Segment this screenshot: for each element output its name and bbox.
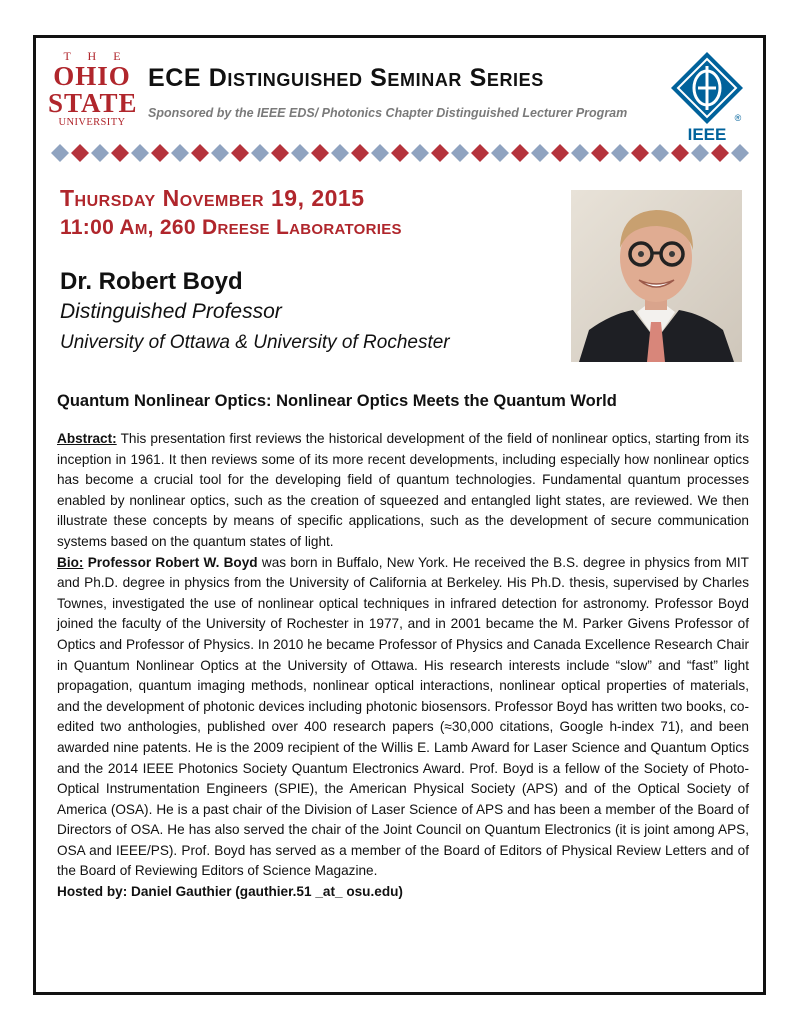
logo-the-text: T H E — [63, 49, 128, 63]
divider-diamond — [371, 144, 389, 162]
logo-ohio-text: OHIO — [53, 61, 131, 91]
divider-diamond — [631, 144, 649, 162]
divider-diamond — [351, 144, 369, 162]
divider-diamond — [491, 144, 509, 162]
divider-diamond — [211, 144, 229, 162]
divider-diamond — [711, 144, 729, 162]
divider-diamond — [271, 144, 289, 162]
sponsor-line: Sponsored by the IEEE EDS/ Photonics Chapter Distinguished Lecturer Program — [148, 106, 628, 120]
host-line: Hosted by: Daniel Gauthier (gauthier.51 _at_ osu.edu) — [57, 884, 403, 900]
abstract-text: This presentation first reviews the historical development of the field of nonlinear optics, starting from its inception in 1961. It then reviews some of its more recent developments, including especially how nonlinear optics has become a crucial tool for the developing field of quantum technologies. Fundamental quantum processes enabled by nonlinear optics, such as the creation of squeezed and entangled light states, are reviewed. We then illustrate these concepts by means of specific applications, such as the development of secure communication systems based on the quantum states of light. — [57, 431, 749, 549]
divider-diamond — [91, 144, 109, 162]
divider-diamond — [431, 144, 449, 162]
diamond-divider — [50, 142, 750, 164]
divider-diamond — [511, 144, 529, 162]
divider-diamond — [51, 144, 69, 162]
abstract-label: Abstract: — [57, 431, 117, 446]
speaker-photo — [571, 190, 742, 362]
divider-diamond — [691, 144, 709, 162]
divider-diamond — [311, 144, 329, 162]
event-date: Thursday November 19, 2015 — [60, 185, 365, 211]
divider-diamond — [151, 144, 169, 162]
speaker-affiliation: University of Ottawa & University of Rochester — [60, 332, 450, 353]
divider-diamond — [391, 144, 409, 162]
ieee-registered-mark: ® — [734, 113, 742, 123]
logo-state-text: STATE — [48, 88, 138, 118]
divider-diamond — [731, 144, 749, 162]
divider-diamond — [411, 144, 429, 162]
talk-title: Quantum Nonlinear Optics: Nonlinear Optics Meets the Quantum World — [57, 392, 617, 410]
divider-diamond — [231, 144, 249, 162]
divider-diamond — [71, 144, 89, 162]
speaker-name: Dr. Robert Boyd — [60, 268, 243, 295]
bio-label: Bio: — [57, 554, 84, 570]
divider-diamond — [531, 144, 549, 162]
divider-diamond — [291, 144, 309, 162]
divider-diamond — [131, 144, 149, 162]
series-title: ECE Distinguished Seminar Series — [148, 64, 544, 92]
divider-diamond — [111, 144, 129, 162]
divider-diamond — [571, 144, 589, 162]
divider-diamond — [591, 144, 609, 162]
divider-diamond — [191, 144, 209, 162]
ieee-logo — [667, 50, 747, 142]
divider-diamond — [651, 144, 669, 162]
divider-diamond — [471, 144, 489, 162]
ohio-state-logo — [48, 50, 136, 129]
logo-university-text: UNIVERSITY — [58, 117, 126, 128]
speaker-title: Distinguished Professor — [60, 300, 282, 323]
divider-diamond — [331, 144, 349, 162]
abstract-paragraph — [57, 429, 749, 553]
divider-diamond — [671, 144, 689, 162]
event-time-location: 11:00 Am, 260 Dreese Laboratories — [60, 216, 402, 239]
abstract-and-bio — [57, 429, 749, 903]
divider-diamond — [171, 144, 189, 162]
divider-diamond — [611, 144, 629, 162]
divider-diamond — [551, 144, 569, 162]
bio-name: Professor Robert W. Boyd — [87, 554, 258, 570]
bio-text: was born in Buffalo, New York. He received the B.S. degree in physics from MIT and Ph.D. degree in physics from the University of California at Berkeley. His Ph.D. thesis, supervised by Charles Townes, investigated the use of nonlinear optical techniques in infrared detection for astronomy. Professor Boyd joined the faculty of the University of Rochester in 1977, and in 2001 became the M. Parker Givens Professor of Optics and Professor of Physics. In 2010 he became Professor of Physics and Canada Excellence Research Chair in Quantum Nonlinear Optics at the University of Ottawa. His research interests include “slow” and “fast” light propagation, quantum imaging methods, nonlinear optical interactions, nonlinear optical properties of materials, and the development of photonic devices including photonic biosensors. Professor Boyd has written two books, co-edited two anthologies, published over 400 research papers (≈30,000 citations, Google h-index 71), and been awarded nine patents. He is the 2009 recipient of the Willis E. Lamb Award for Laser Science and Quantum Optics and the 2014 IEEE Photonics Society Quantum Electronics Award. Prof. Boyd is a fellow of the Society of Photo-Optical Instrumentation Engineers (SPIE), the American Physical Society (APS) and of the Optical Society of America (OSA). He is a past chair of the Division of Laser Science of APS and has been a member of the Board of Directors of OSA. He has also served the chair of the Joint Council on Quantum Electronics (it is joint among APS, OSA and IEEE/PS). Prof. Boyd has served as a member of the Board of Editors of Physical Review Letters and of the Board of Reviewing Editors of Science Magazine. — [57, 554, 749, 879]
ieee-text: IEEE — [687, 125, 727, 142]
bio-paragraph — [57, 553, 749, 883]
divider-diamond — [451, 144, 469, 162]
divider-diamond — [251, 144, 269, 162]
